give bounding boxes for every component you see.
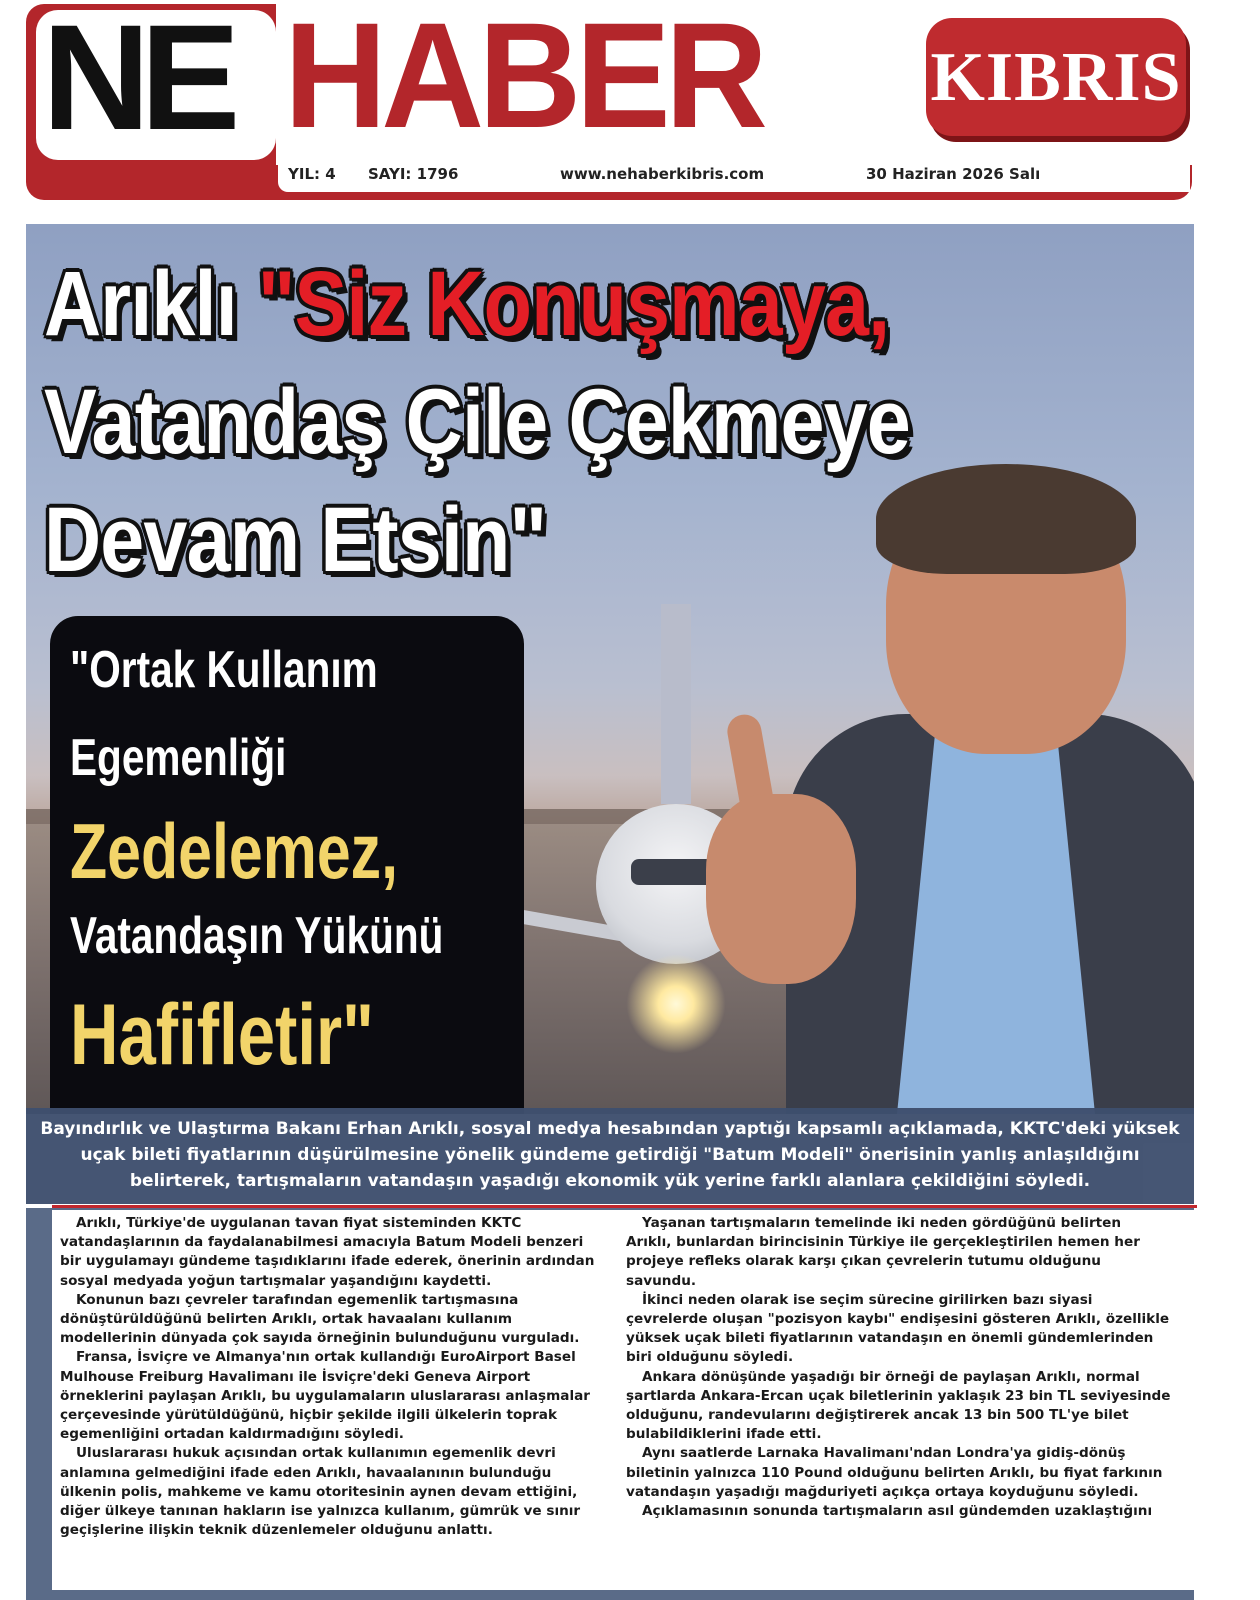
article-column-right (626, 1214, 1171, 1521)
speaker-portrait (706, 464, 1194, 1114)
issue-date: 30 Haziran 2026 Salı (866, 165, 1041, 183)
quote-line-5: Hafifletir" (70, 987, 374, 1083)
logo-kibris: KIBRIS (930, 39, 1182, 116)
hero-photo (26, 224, 1194, 1114)
logo-ne: NE (42, 0, 231, 161)
issue-info-bar (278, 162, 1190, 192)
article-column-left (60, 1214, 605, 1540)
paragraph: Konunun bazı çevreler tarafından egemenlik tartışmasına dönüştürüldüğünü belirten Arıklı, ortak havaalanı kullanım modellerinin dünyada çok sayıda örneğinin bulunduğunu vurguladı. (60, 1291, 580, 1347)
issue-year: YIL: 4 (288, 165, 336, 183)
headline-red-quote: "Siz Konuşmaya, (257, 253, 890, 355)
summary-text: Bayındırlık ve Ulaştırma Bakanı Erhan Arıklı, sosyal medya hesabından yaptığı kapsamlı açıklamada, KKTC'deki yüksek uçak bileti fiyatlarının düşürülmesine yönelik gündeme getirdiği "Batum Modeli" önerisinin yanlış anlaşıldığını belirterek, tartışmaların vatandaşın yaşadığı ekonomik yük yerine farklı alanlara çekildiğini söyledi. (40, 1119, 1180, 1191)
headline-line-1 (44, 254, 889, 354)
issue-number: SAYI: 1796 (368, 165, 459, 183)
paragraph: Açıklamasının sonunda tartışmaların asıl gündemden uzaklaştığını (642, 1503, 1153, 1520)
article-body (52, 1210, 1197, 1590)
paragraph: Ankara dönüşünde yaşadığı bir örneği de paylaşan Arıklı, normal şartlarda Ankara-Ercan uçak biletlerinin yaklaşık 23 bin TL seviyesinde olduğunu, randevularını değiştirerek ancak 13 bin 500 TL'ye bilet bulabildiklerini ifade etti. (626, 1368, 1171, 1443)
headline-line-3: Devam Etsin" (44, 489, 547, 591)
quote-line-1: "Ortak Kullanım (70, 641, 378, 699)
website-link[interactable]: www.nehaberkibris.com (560, 165, 765, 183)
paragraph: Aynı saatlerde Larnaka Havalimanı'ndan Londra'ya gidiş-dönüş biletinin yalnızca 110 Pound olduğunu belirten Arıklı, bu fiyat farkının vatandaşın yaşadığı mağduriyeti açıkça ortaya koyduğunu söyledi. (626, 1445, 1163, 1500)
paragraph: Fransa, İsviçre ve Almanya'nın ortak kullandığı EuroAirport Basel Mulhouse Freiburg Havalimanı ile İsviçre'deki Geneva Airport örneklerini paylaşan Arıklı, bu uygulamaların uluslararası anlaşmalar çerçevesinde yürütüldüğünü, hiçbir şekilde ilgili ülkelerin toprak egemenliğini ortadan kaldırmadığını söyledi. (60, 1349, 590, 1443)
quote-line-3: Zedelemez, (70, 807, 399, 895)
quote-line-2: Egemenliği (70, 729, 287, 787)
red-divider (52, 1205, 1197, 1208)
paragraph: İkinci neden olarak ise seçim sürecine girilirken bazı siyasi çevrelerde oluşan "pozisyon kaybı" endişesini gösteren Arıklı, özellikle yüksek uçak bileti fiyatlarının vatandaşın en önemli gündemlerinden biri olduğunu söyledi. (626, 1291, 1170, 1366)
headline-prefix: Arıklı (44, 253, 258, 355)
pull-quote-box (50, 616, 524, 1114)
masthead (26, 0, 1194, 205)
paragraph: Uluslararası hukuk açısından ortak kullanımın egemenlik devri anlamına gelmediğini ifade eden Arıklı, havaalanının bulunduğu ülkenin polis, mahkeme ve kamu otoritesinin aynen devam ettiğini, diğer ülkeye tanınan hakların ise yalnızca kullanım, gümrük ve sınır geçişlerine ilişkin teknik düzenlemeler olduğunu anlattı. (60, 1445, 581, 1539)
headline-line-2: Vatandaş Çile Çekmeye (44, 371, 910, 473)
logo-kibris-badge (926, 18, 1186, 136)
logo-haber: HABER (284, 0, 763, 159)
paragraph: Yaşanan tartışmaların temelinde iki neden gördüğünü belirten Arıklı, bunlardan birincisinin Türkiye ile gerçekleştirilen hemen her projeye refleks olarak karşı çıkan çevrelerin tutumu olduğunu savundu. (626, 1215, 1140, 1289)
quote-line-4: Vatandaşın Yükünü (70, 907, 444, 965)
summary-strip (26, 1108, 1194, 1204)
paragraph: Arıklı, Türkiye'de uygulanan tavan fiyat sisteminden KKTC vatandaşlarının da faydalanabilmesi amacıyla Batum Modeli benzeri bir uygulamayı gündeme taşıdıklarını ifade ederek, önerinin ardından sosyal medyada yoğun tartışmalar yaşandığını kaydetti. (60, 1215, 595, 1289)
